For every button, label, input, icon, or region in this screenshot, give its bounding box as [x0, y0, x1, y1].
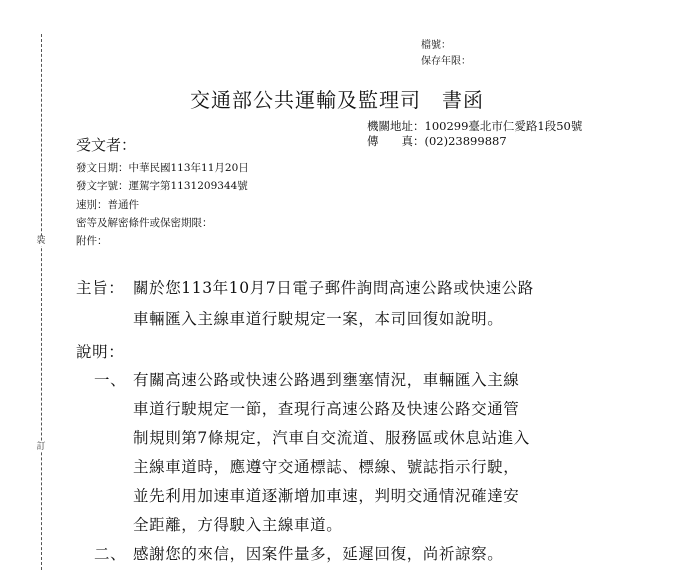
file-number-label: 檔號： [421, 40, 451, 51]
agency-fax: 傳 真：(02)23899887 [367, 134, 507, 148]
item-line: 並先利用加速車道逐漸增加車速，判明交通情況確達安 [133, 487, 520, 505]
document-title: 交通部公共運輸及監理司 書函 [190, 88, 484, 112]
retention-label: 保存年限： [421, 56, 471, 67]
delivery-speed: 速別：普通件 [76, 199, 139, 211]
agency-address: 機關地址：100299臺北市仁愛路1段50號 [367, 119, 583, 133]
subject-line: 車輛匯入主線車道行駛規定一案，本司回復如說明。 [133, 310, 504, 328]
binding-char-top: 裝 [36, 236, 46, 246]
recipient-label: 受文者： [76, 136, 137, 154]
document-number: 發文字號：運駕字第1131209344號 [76, 180, 248, 192]
item-line: 車道行駛規定一節，查現行高速公路及快速公路交通管 [133, 400, 520, 418]
subject-line: 關於您113年10月7日電子郵件詢問高速公路或快速公路 [133, 279, 534, 297]
binding-char-middle: 訂 [36, 442, 46, 452]
item-line: 感謝您的來信，因案件量多，延遲回復，尚祈諒察。 [133, 545, 504, 563]
attachments: 附件： [76, 235, 108, 247]
item-number: 一、 [94, 371, 127, 389]
issue-date: 發文日期：中華民國113年11月20日 [76, 162, 249, 174]
item-line: 全距離，方得駛入主線車道。 [133, 516, 343, 534]
item-line: 制規則第7條規定，汽車自交流道、服務區或休息站進入 [133, 429, 530, 447]
item-number: 二、 [94, 545, 127, 563]
security-classification: 密等及解密條件或保密期限： [76, 217, 213, 229]
item-line: 有關高速公路或快速公路遇到壅塞情況，車輛匯入主線 [133, 371, 520, 389]
binding-margin-line [41, 34, 42, 570]
subject-label: 主旨： [76, 279, 125, 297]
item-line: 主線車道時，應遵守交通標誌、標線、號誌指示行駛， [133, 458, 520, 476]
explanation-label: 說明： [76, 343, 125, 361]
